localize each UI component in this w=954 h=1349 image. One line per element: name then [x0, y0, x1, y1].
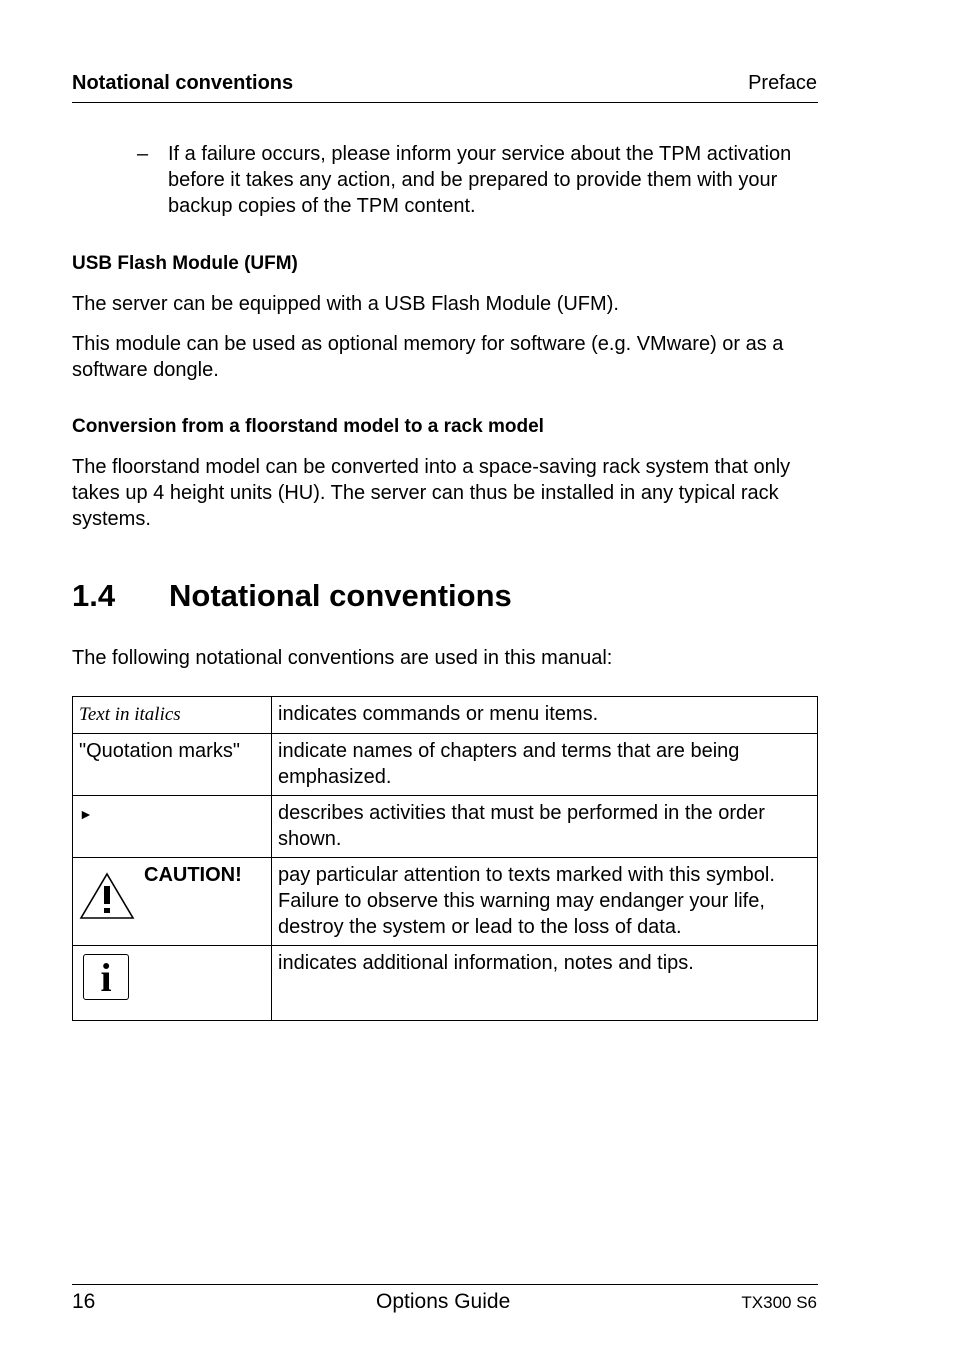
running-header-title: Notational conventions [72, 72, 294, 94]
footer-model: TX300 S6 [741, 1293, 817, 1312]
list-item-marker: – [137, 143, 149, 165]
table-cell-term: "Quotation marks" [73, 734, 272, 796]
caution-label: CAUTION! [144, 864, 242, 886]
conversion-heading: Conversion from a floorstand model to a rack model [72, 416, 544, 437]
table-cell-desc: indicates additional information, notes and tips. [272, 946, 818, 1021]
info-icon: i [83, 954, 129, 1000]
section-title: Notational conventions [169, 578, 512, 613]
table-cell-desc: indicates commands or menu items. [272, 697, 818, 734]
ufm-heading: USB Flash Module (UFM) [72, 253, 298, 274]
table-row [73, 734, 818, 796]
conversion-paragraph: The floorstand model can be converted into a space-saving rack system that only takes up 4 height units (HU). The server can thus be installed in any typical rack systems. [72, 456, 791, 530]
page-number: 16 [72, 1290, 96, 1313]
table-row [73, 796, 818, 858]
table-cell-term [73, 697, 272, 734]
header-rule [72, 102, 818, 103]
table-cell-term [73, 858, 272, 946]
table-cell-desc: pay particular attention to texts marked with this symbol. Failure to observe this warning may endanger your life, destroy the system or lead to the loss of data. [272, 858, 818, 946]
table-cell-term [73, 796, 272, 858]
running-header-section: Preface [748, 72, 817, 94]
footer-rule [72, 1284, 818, 1285]
step-arrow-icon: ► [79, 806, 93, 822]
list-item-text: If a failure occurs, please inform your service about the TPM activation before it takes any action, and be prepared to provide them with your backup copies of the TPM content. [168, 143, 792, 217]
ufm-paragraph-2: This module can be used as optional memory for software (e.g. VMware) or as a software dongle. [72, 333, 784, 381]
section-intro: The following notational conventions are used in this manual: [72, 647, 613, 669]
table-cell-desc: describes activities that must be performed in the order shown. [272, 796, 818, 858]
table-row [73, 858, 818, 946]
warning-triangle-icon [79, 872, 135, 920]
table-row [73, 697, 818, 734]
table-row [73, 946, 818, 1021]
conventions-table [72, 696, 818, 1021]
table-cell-desc: indicate names of chapters and terms that are being emphasized. [272, 734, 818, 796]
footer-title: Options Guide [376, 1290, 511, 1313]
ufm-paragraph-1: The server can be equipped with a USB Flash Module (UFM). [72, 293, 619, 315]
italics-example: Text in italics [79, 704, 181, 725]
table-cell-term [73, 946, 272, 1021]
section-number: 1.4 [72, 578, 116, 613]
